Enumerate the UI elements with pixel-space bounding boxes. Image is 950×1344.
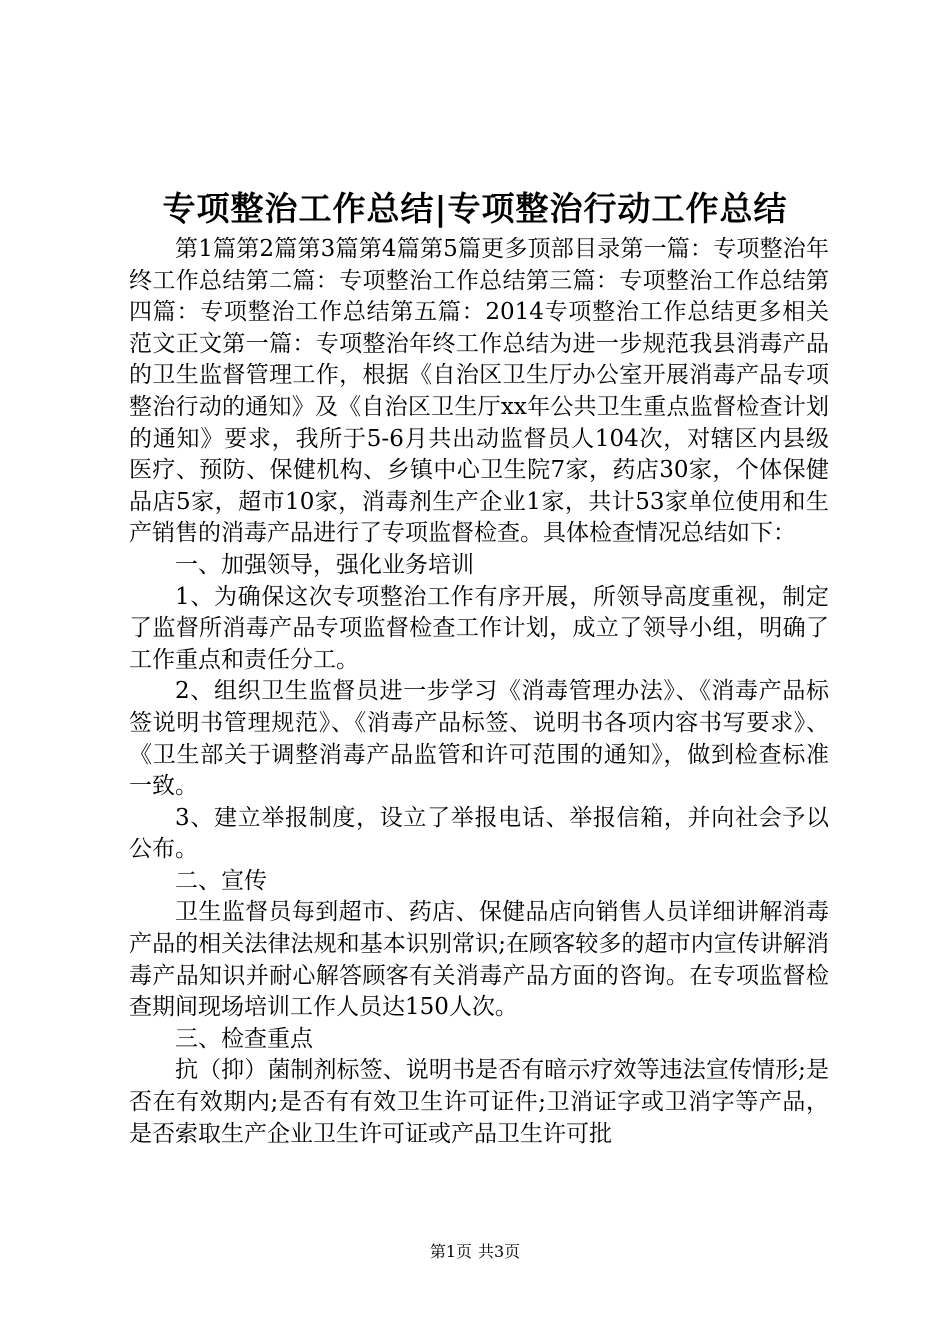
body-paragraph: 卫生监督员每到超市、药店、保健品店向销售人员详细讲解消毒产品的相关法律法规和基本识别常识;在顾客较多的超市内宣传讲解消毒产品知识并耐心解答顾客有关消毒产品方面的咨询。在专项监督检查期间现场培训工作人员达150人次。	[129, 899, 829, 1021]
body-paragraph: 3、建立举报制度，设立了举报电话、举报信箱，并向社会予以公布。	[129, 804, 829, 863]
page-number: 第1页	[429, 1242, 472, 1261]
section-heading: 三、检查重点	[175, 1025, 313, 1052]
section-heading: 一、加强领导，强化业务培训	[175, 551, 474, 578]
body-paragraph: 2、组织卫生监督员进一步学习《消毒管理办法》、《消毒产品标签说明书管理规范》、《消毒产品标签、说明书各项内容书写要求》、《卫生部关于调整消毒产品监管和许可范围的通知》，做到检查标准一致。	[129, 678, 829, 800]
body-paragraph: 第1篇第2篇第3篇第4篇第5篇更多顶部目录第一篇：专项整治年终工作总结第二篇：专项整治工作总结第三篇：专项整治工作总结第四篇：专项整治工作总结第五篇：2014专项整治工作总结更多相关范文正文第一篇：专项整治年终工作总结为进一步规范我县消毒产品的卫生监督管理工作，根据《自治区卫生厅办公室开展消毒产品专项整治行动的通知》及《自治区卫生厅xx年公共卫生重点监督检查计划的通知》要求，我所于5-6月共出动监督员人104次，对辖区内县级医疗、预防、保健机构、乡镇中心卫生院7家，药店30家，个体保健品店5家，超市10家，消毒剂生产企业1家，共计53家单位使用和生产销售的消毒产品进行了专项监督检查。具体检查情况总结如下：	[129, 236, 829, 547]
page-total: 共3页	[478, 1242, 521, 1261]
section-heading: 二、宣传	[175, 867, 267, 894]
document-body	[129, 234, 829, 1150]
page-footer	[0, 1240, 950, 1264]
document-title: 专项整治工作总结|专项整治行动工作总结	[162, 189, 788, 228]
body-paragraph: 抗（抑）菌制剂标签、说明书是否有暗示疗效等违法宣传情形;是否在有效期内;是否有有效卫生许可证件;卫消证字或卫消字等产品，是否索取生产企业卫生许可证或产品卫生许可批	[129, 1057, 829, 1147]
body-paragraph: 1、为确保这次专项整治工作有序开展，所领导高度重视，制定了监督所消毒产品专项监督检查工作计划，成立了领导小组，明确了工作重点和责任分工。	[129, 583, 829, 673]
